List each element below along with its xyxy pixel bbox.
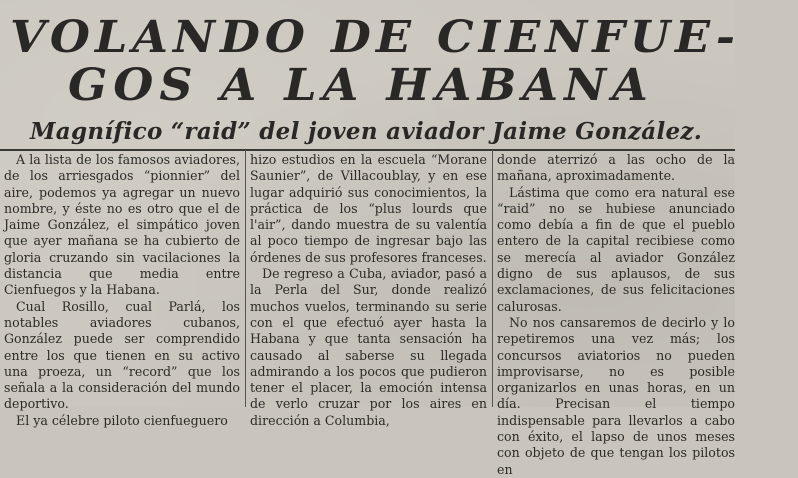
paragraph: hizo estudios en la escuela “Morane Saunier”, de Villacoublay, y en ese lugar adquirió sus conocimientos, la práctica de los “plus lourds que l'air”, dando muestra de su valentía al poco tiempo de ingresar bajo las órdenes de sus profesores franceses. bbox=[250, 152, 487, 265]
article-column-1 bbox=[4, 152, 240, 428]
column-divider bbox=[492, 150, 493, 407]
paragraph: A la lista de los famosos aviadores, de los arriesgados “pionnier” del aire, podemos ya agregar un nuevo nombre, y éste no es otro que el de Jaime González, el simpático joven que ayer mañana se ha cubierto de gloria cruzando sin vacilaciones la distancia que media entre Cienfuegos y la Habana. bbox=[4, 152, 240, 298]
article-column-2 bbox=[250, 152, 487, 428]
article-column-3 bbox=[497, 152, 735, 477]
subheadline: Magnífico “raid” del joven aviador Jaime González. bbox=[30, 118, 703, 145]
headline-line-2: GOS A LA HABANA bbox=[68, 59, 654, 111]
column-divider bbox=[245, 150, 246, 407]
paragraph: Lástima que como era natural ese “raid” no se hubiese anunciado como debía a fin de que el pueblo entero de la capital recibiese como se merecía al aviador González digno de sus aplausos, de sus exclamaciones, de sus felicitaciones calurosas. bbox=[497, 184, 735, 314]
paragraph: El ya célebre piloto cienfueguero bbox=[16, 412, 228, 428]
paragraph: donde aterrizó a las ocho de la mañana, aproximadamente. bbox=[497, 152, 735, 184]
horizontal-rule bbox=[0, 149, 735, 151]
paragraph: No nos cansaremos de decirlo y lo repetiremos una vez más; los concursos aviatorios no pueden improvisarse, no es posible organizarlos en unas horas, en un día. Precisan el tiempo indispensable para llevarlos a cabo con éxito, el lapso de unos meses con objeto de que tengan los pilotos en bbox=[497, 314, 735, 477]
paragraph: De regreso a Cuba, aviador, pasó a la Perla del Sur, donde realizó muchos vuelos, terminando su serie con el que efectuó ayer hasta la Habana y que tanta sensación ha causado al saberse su llegada admirando a los pocos que pudieron tener el placer, la emoción intensa de verlo cruzar por los aires en dirección a Columbia, bbox=[250, 266, 487, 428]
headline-line-1: VOLANDO DE CIENFUE- bbox=[10, 11, 740, 63]
paragraph: Cual Rosillo, cual Parlá, los notables aviadores cubanos, González puede ser comprendido entre los que tienen en su activo una proeza, un “record” que los señala a la consideración del mundo deportivo. bbox=[4, 298, 240, 412]
